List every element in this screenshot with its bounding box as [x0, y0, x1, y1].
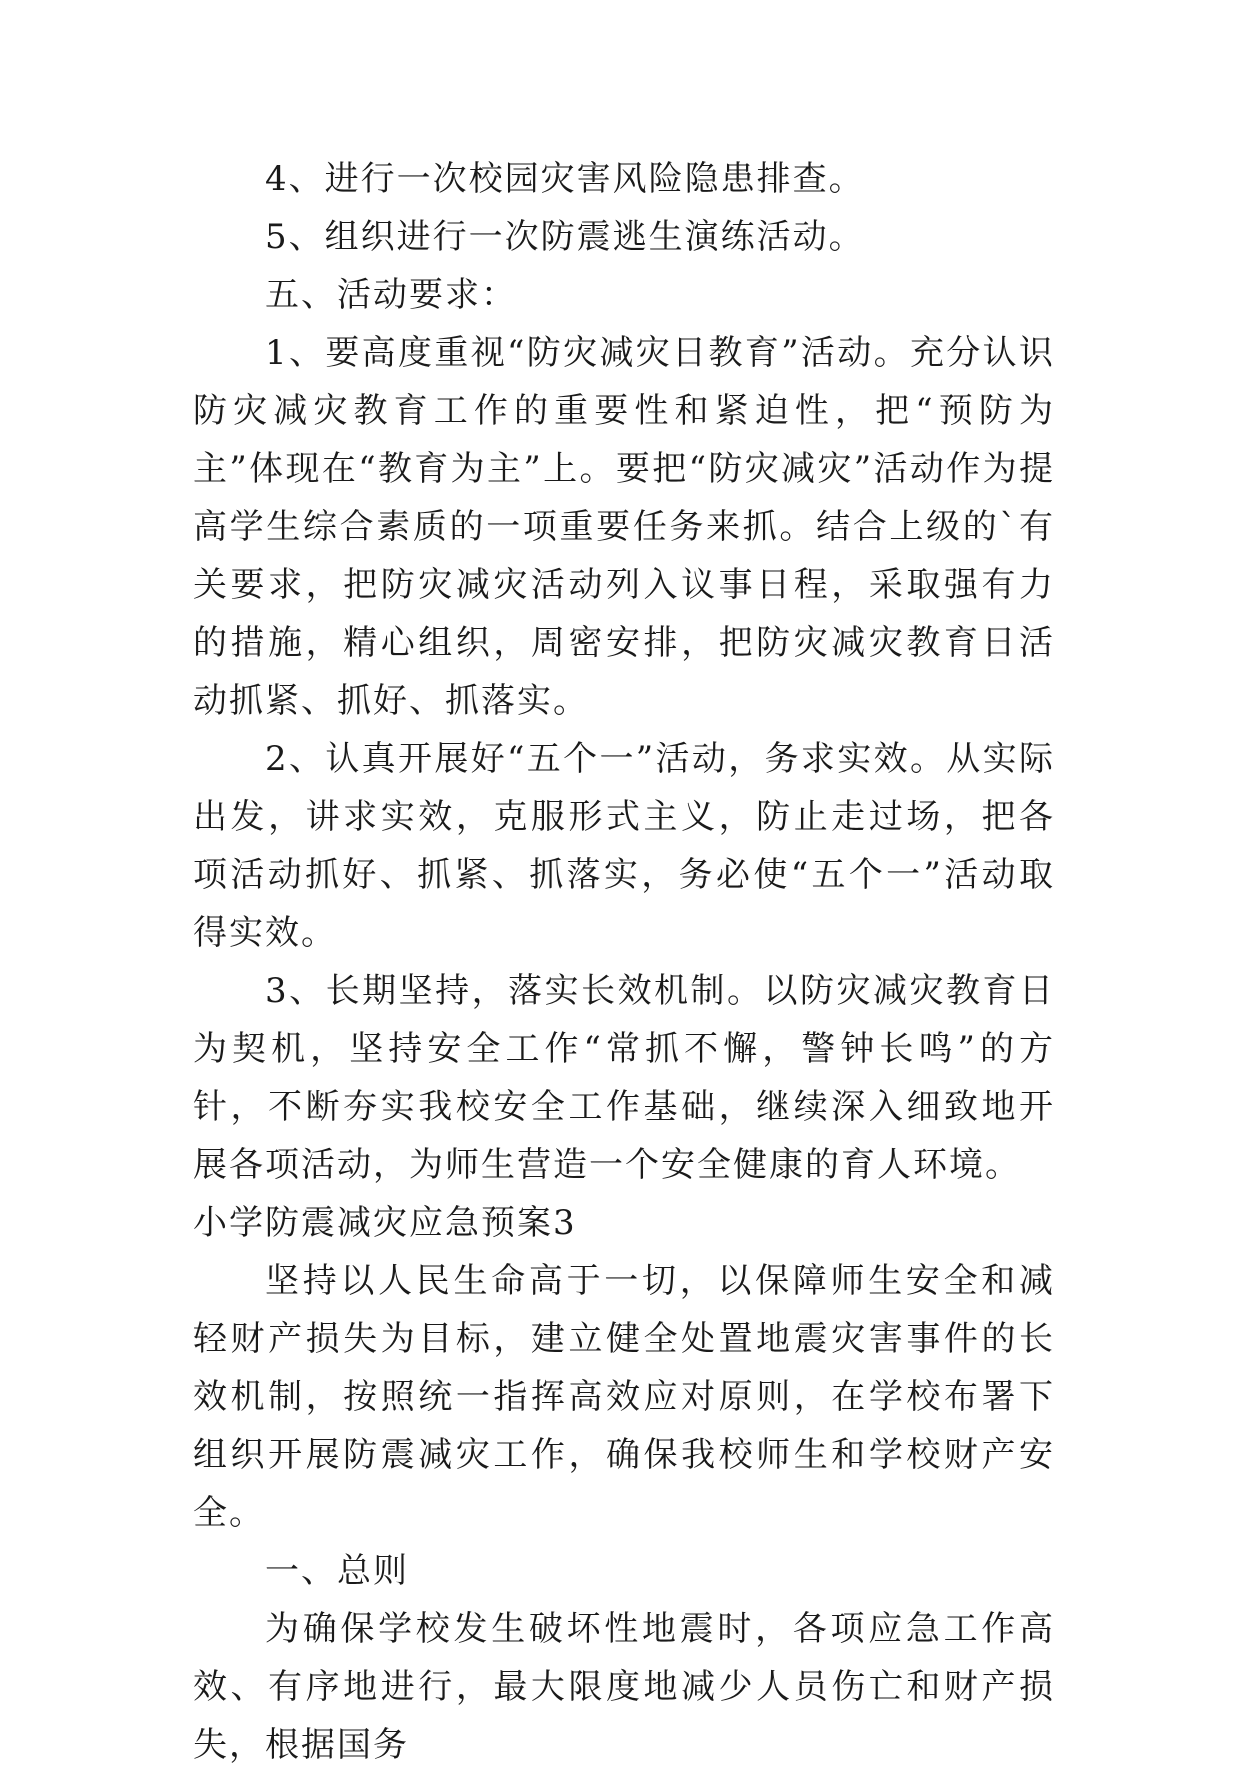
paragraph-item-4: 4、进行一次校园灾害风险隐患排查。	[265, 159, 865, 199]
paragraph-requirement-2: 2、认真开展好“五个一”活动，务求实效。从实际出发，讲求实效，克服形式主义，防止走过场，把各项活动抓好、抓紧、抓落实，务必使“五个一”活动取得实效。	[193, 739, 1055, 953]
paragraph-requirement-1: 1、要高度重视“防灾减灾日教育”活动。充分认识防灾减灾教育工作的重要性和紧迫性，把“预防为主”体现在“教育为主”上。要把“防灾减灾”活动作为提高学生综合素质的一项重要任务来抓。结合上级的`有关要求，把防灾减灾活动列入议事日程，采取强有力的措施，精心组织，周密安排，把防灾减灾教育日活动抓紧、抓好、抓落实。	[193, 333, 1055, 721]
paragraph-general-body: 为确保学校发生破坏性地震时，各项应急工作高效、有序地进行，最大限度地减少人员伤亡和财产损失，根据国务	[193, 1609, 1055, 1765]
paragraph-heading-general: 一、总则	[265, 1551, 409, 1591]
paragraph-intro: 坚持以人民生命高于一切，以保障师生安全和减轻财产损失为目标，建立健全处置地震灾害事件的长效机制，按照统一指挥高效应对原则，在学校布署下组织开展防震减灾工作，确保我校师生和学校财产安全。	[193, 1261, 1055, 1533]
paragraph-heading-requirements: 五、活动要求：	[265, 275, 517, 315]
paragraph-requirement-3: 3、长期坚持，落实长效机制。以防灾减灾教育日为契机，坚持安全工作“常抓不懈，警钟长鸣”的方针，不断夯实我校安全工作基础，继续深入细致地开展各项活动，为师生营造一个安全健康的育人环境。	[193, 971, 1055, 1185]
paragraph-item-5: 5、组织进行一次防震逃生演练活动。	[265, 217, 865, 257]
section-title: 小学防震减灾应急预案3	[193, 1203, 577, 1243]
document-body	[193, 150, 1055, 1774]
